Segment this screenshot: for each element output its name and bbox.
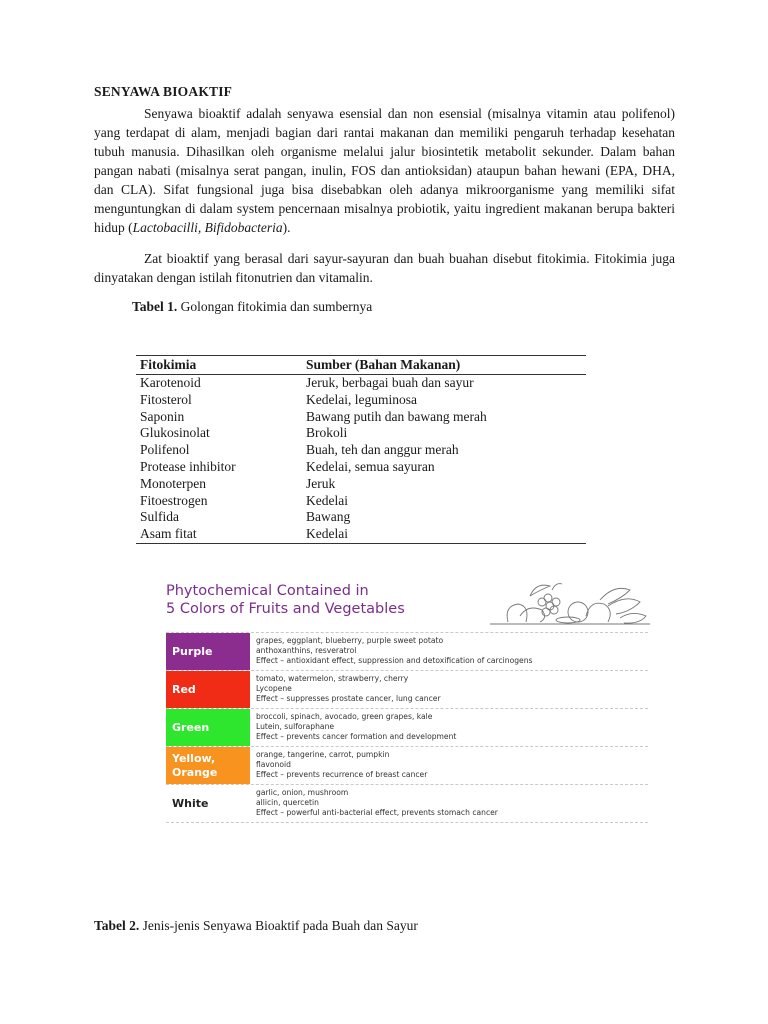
table-row bbox=[136, 476, 586, 493]
color-row-red bbox=[166, 671, 648, 709]
table2-caption bbox=[94, 918, 418, 934]
color-row-yellow-orange bbox=[166, 747, 648, 785]
table-row bbox=[136, 459, 586, 476]
section-heading: SENYAWA BIOAKTIF bbox=[94, 84, 233, 99]
table-cell: Sulfida bbox=[140, 509, 179, 525]
paragraph-2: Zat bioaktif yang berasal dari sayur-sayuran dan buah buahan disebut fitokimia. Fitokimia juga dinyatakan dengan istilah fitonutrien dan vitamalin. bbox=[94, 251, 675, 285]
table-row bbox=[136, 442, 586, 459]
table-cell: Bawang putih dan bawang merah bbox=[306, 408, 487, 424]
table-cell: Glukosinolat bbox=[140, 425, 210, 441]
infographic-title-line2: 5 Colors of Fruits and Vegetables bbox=[166, 601, 405, 617]
foods-text: grapes, eggplant, blueberry, purple sweet potato bbox=[256, 636, 444, 645]
table-row bbox=[136, 526, 586, 543]
paragraph-1 bbox=[94, 104, 675, 237]
compounds-text: allicin, quercetin bbox=[256, 798, 319, 807]
effect-text: Effect – powerful anti-bacterial effect, prevents stomach cancer bbox=[256, 808, 498, 817]
table-cell: Kedelai bbox=[306, 492, 348, 508]
table-row bbox=[136, 425, 586, 442]
color-table bbox=[166, 632, 648, 823]
color-swatch: Red bbox=[166, 671, 250, 708]
table-cell: Buah, teh dan anggur merah bbox=[306, 442, 459, 458]
table-cell: Bawang bbox=[306, 509, 351, 525]
infographic-title-line1: Phytochemical Contained in bbox=[166, 583, 369, 599]
paragraph-1-end: ). bbox=[282, 220, 291, 235]
foods-text: orange, tangerine, carrot, pumpkin bbox=[256, 750, 390, 759]
table1-header-fitokimia: Fitokimia bbox=[136, 356, 302, 375]
table-cell: Polifenol bbox=[140, 442, 190, 458]
color-description bbox=[250, 709, 648, 746]
table1-caption-text: Golongan fitokimia dan sumbernya bbox=[177, 299, 373, 314]
table-cell: Saponin bbox=[140, 408, 185, 424]
table-cell: Protease inhibitor bbox=[140, 458, 236, 474]
color-row-purple bbox=[166, 633, 648, 671]
table-cell: Fitoestrogen bbox=[140, 492, 208, 508]
table-cell: Brokoli bbox=[306, 425, 348, 441]
color-swatch: Yellow, Orange bbox=[166, 747, 250, 784]
foods-text: garlic, onion, mushroom bbox=[256, 788, 349, 797]
table-cell: Jeruk, berbagai buah dan sayur bbox=[306, 375, 474, 390]
paragraph-1-text: Senyawa bioaktif adalah senyawa esensial dan non esensial (misalnya vitamin atau polifenol) yang terdapat di alam, menjadi bagian dari rantai makanan dan memiliki pengaruh terhadap kesehatan tubuh manusia. Dihasilkan oleh organisme melalui jalur biosintetik metabolit sekunder. Dalam bahan pangan nabati (misalnya serat pangan, inulin, FOS dan antioksidan) ataupun bahan hewani (EPA, DHA, dan CLA). Sifat fungsional juga bisa disebabkan oleh adanya mikroorganisme yang memiliki sifat menguntungkan di dalam system pencernaan misalnya probiotik, yaitu ingredient makanan berupa bakteri hidup ( bbox=[94, 106, 675, 235]
color-description bbox=[250, 671, 648, 708]
table2-caption-text: Jenis-jenis Senyawa Bioaktif pada Buah dan Sayur bbox=[139, 918, 418, 933]
color-description bbox=[250, 633, 648, 670]
paragraph-1-italic: Lactobacilli, Bifidobacteria bbox=[132, 220, 283, 235]
table-cell: Asam fitat bbox=[136, 526, 302, 543]
table1-header-row bbox=[136, 356, 586, 375]
effect-text: Effect – prevents recurrence of breast cancer bbox=[256, 770, 428, 779]
table-cell: Kedelai, semua sayuran bbox=[306, 458, 435, 474]
table-cell: Fitosterol bbox=[140, 391, 192, 407]
compounds-text: Lycopene bbox=[256, 684, 292, 693]
color-swatch: White bbox=[166, 785, 250, 822]
table1 bbox=[136, 355, 586, 544]
table2-caption-label: Tabel 2. bbox=[94, 918, 140, 933]
table-row bbox=[136, 493, 586, 510]
color-row-green bbox=[166, 709, 648, 747]
table-row bbox=[136, 375, 586, 392]
phytochemical-infographic bbox=[162, 574, 650, 824]
compounds-text: anthoxanthins, resveratrol bbox=[256, 646, 357, 655]
table-cell: Kedelai, leguminosa bbox=[306, 391, 417, 407]
color-description bbox=[250, 785, 648, 822]
effect-text: Effect – antioxidant effect, suppression and detoxification of carcinogens bbox=[256, 656, 533, 665]
table1-caption-label: Tabel 1. bbox=[132, 299, 178, 314]
table-cell: Kedelai bbox=[302, 526, 586, 543]
fruit-basket-icon bbox=[490, 576, 650, 628]
table1-caption bbox=[132, 299, 675, 315]
infographic-title bbox=[166, 582, 405, 618]
color-swatch: Purple bbox=[166, 633, 250, 670]
color-swatch: Green bbox=[166, 709, 250, 746]
table1-header-sumber: Sumber (Bahan Makanan) bbox=[302, 356, 586, 375]
table-row bbox=[136, 509, 586, 526]
table-row bbox=[136, 392, 586, 409]
foods-text: tomato, watermelon, strawberry, cherry bbox=[256, 674, 409, 683]
effect-text: Effect – suppresses prostate cancer, lung cancer bbox=[256, 694, 441, 703]
table-cell: Karotenoid bbox=[140, 375, 201, 390]
effect-text: Effect – prevents cancer formation and development bbox=[256, 732, 457, 741]
table-cell: Monoterpen bbox=[140, 475, 206, 491]
foods-text: broccoli, spinach, avocado, green grapes, kale bbox=[256, 712, 433, 721]
color-description bbox=[250, 747, 648, 784]
compounds-text: Lutein, sulforaphane bbox=[256, 722, 335, 731]
color-row-white bbox=[166, 785, 648, 823]
compounds-text: flavonoid bbox=[256, 760, 291, 769]
table-cell: Jeruk bbox=[306, 475, 336, 491]
document-body bbox=[94, 84, 675, 315]
table-row bbox=[136, 409, 586, 426]
